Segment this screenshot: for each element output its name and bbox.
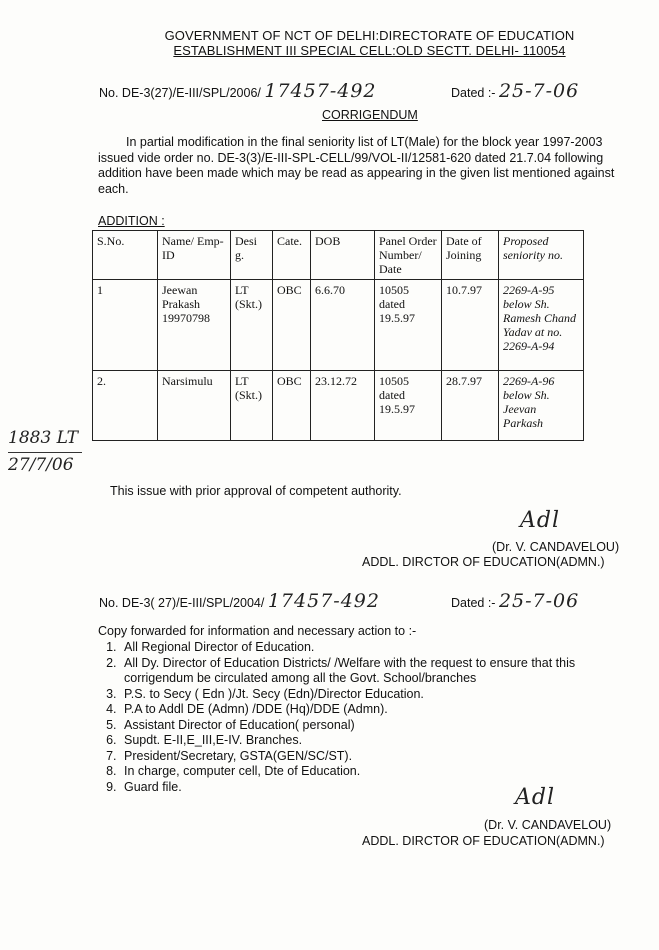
copy-forwarded-intro: Copy forwarded for information and necessary action to :- [98, 624, 417, 638]
dated-label: Dated :- [451, 596, 496, 610]
header-line-1: GOVERNMENT OF NCT OF DELHI:DIRECTORATE OF EDUCATION [164, 28, 575, 43]
list-item: 4. P.A to Addl DE (Admn) /DDE (Hq)/DDE (Admn). [120, 702, 640, 718]
column-header: Panel Order Number/ Date [375, 231, 442, 280]
signature-1: Adl [520, 508, 561, 533]
column-header: Cate. [273, 231, 311, 280]
reference-number-handwritten: 17457-492 [267, 590, 380, 612]
reference-number-2 [99, 590, 380, 612]
table-cell: 28.7.97 [442, 371, 499, 441]
list-item: 6. Supdt. E-II,E_III,E-IV. Branches. [120, 733, 640, 749]
list-item: 1. All Regional Director of Education. [120, 640, 640, 656]
table-cell: OBC [273, 280, 311, 371]
column-header: Name/ Emp-ID [158, 231, 231, 280]
table-cell: 2. [93, 371, 158, 441]
dated-1 [451, 80, 579, 102]
reference-number-handwritten: 17457-492 [264, 80, 377, 102]
dated-handwritten: 25-7-06 [498, 80, 580, 102]
list-item: 5. Assistant Director of Education( personal) [120, 718, 640, 734]
table-header-row [93, 231, 584, 280]
signatory-designation-2: ADDL. DIRCTOR OF EDUCATION(ADMN.) [362, 834, 605, 848]
list-item: 2. All Dy. Director of Education Districts/ /Welfare with the request to ensure that this corrigendum be circulated among all the Govt. School/branches [120, 656, 640, 687]
table-cell: 6.6.70 [311, 280, 375, 371]
reference-number-label: No. DE-3( 27)/E-III/SPL/2004/ [99, 596, 265, 610]
table-cell: 2269-A-95 below Sh. Ramesh Chand Yadav at no. 2269-A-94 [499, 280, 584, 371]
document-title: CORRIGENDUM [322, 108, 418, 122]
dated-label: Dated :- [451, 86, 496, 100]
column-header: Date of Joining [442, 231, 499, 280]
copy-recipient-list [98, 640, 640, 795]
table-row [93, 280, 584, 371]
body-paragraph: In partial modification in the final seniority list of LT(Male) for the block year 1997-2003 issued vide order no. DE-3(3)/E-III-SPL-CELL/99/VOL-II/12581-620 dated 21.7.04 following addition have been made which may be read as appearing in the given list mentioned against each. [98, 135, 615, 196]
approval-note: This issue with prior approval of competent authority. [110, 484, 402, 498]
table-cell: Narsimulu [158, 371, 231, 441]
signatory-designation-1: ADDL. DIRCTOR OF EDUCATION(ADMN.) [362, 555, 605, 569]
addition-label: ADDITION : [98, 214, 165, 228]
table-cell: Jeewan Prakash 19970798 [158, 280, 231, 371]
table-row [93, 371, 584, 441]
list-item: 7. President/Secretary, GSTA(GEN/SC/ST). [120, 749, 640, 765]
column-header: S.No. [93, 231, 158, 280]
margin-note-line: 27/7/06 [8, 452, 82, 475]
column-header: DOB [311, 231, 375, 280]
dated-2 [451, 590, 579, 612]
list-item: 8. In charge, computer cell, Dte of Education. [120, 764, 640, 780]
table-cell: 23.12.72 [311, 371, 375, 441]
margin-note-line: 1883 LT [8, 428, 78, 448]
seniority-table [92, 230, 584, 441]
margin-handwritten-note [8, 428, 82, 475]
column-header: Proposed seniority no. [499, 231, 584, 280]
column-header: Desi g. [231, 231, 273, 280]
dated-handwritten: 25-7-06 [498, 590, 580, 612]
signature-2: Adl [515, 785, 556, 810]
table-cell: 10505 dated 19.5.97 [375, 371, 442, 441]
list-item: 3. P.S. to Secy ( Edn )/Jt. Secy (Edn)/Director Education. [120, 687, 640, 703]
table-cell: 2269-A-96 below Sh. Jeevan Parkash [499, 371, 584, 441]
table-cell: OBC [273, 371, 311, 441]
header-line-2: ESTABLISHMENT III SPECIAL CELL:OLD SECTT. DELHI- 110054 [173, 43, 566, 58]
table-cell: LT (Skt.) [231, 280, 273, 371]
table-cell: 10.7.97 [442, 280, 499, 371]
table-cell: 1 [93, 280, 158, 371]
reference-number-1 [99, 80, 377, 102]
signatory-name-1: (Dr. V. CANDAVELOU) [492, 540, 620, 554]
reference-number-label: No. DE-3(27)/E-III/SPL/2006/ [99, 86, 261, 100]
table-cell: LT (Skt.) [231, 371, 273, 441]
table-cell: 10505 dated 19.5.97 [375, 280, 442, 371]
list-item: 9. Guard file. [120, 780, 640, 796]
signatory-name-2: (Dr. V. CANDAVELOU) [484, 818, 612, 832]
